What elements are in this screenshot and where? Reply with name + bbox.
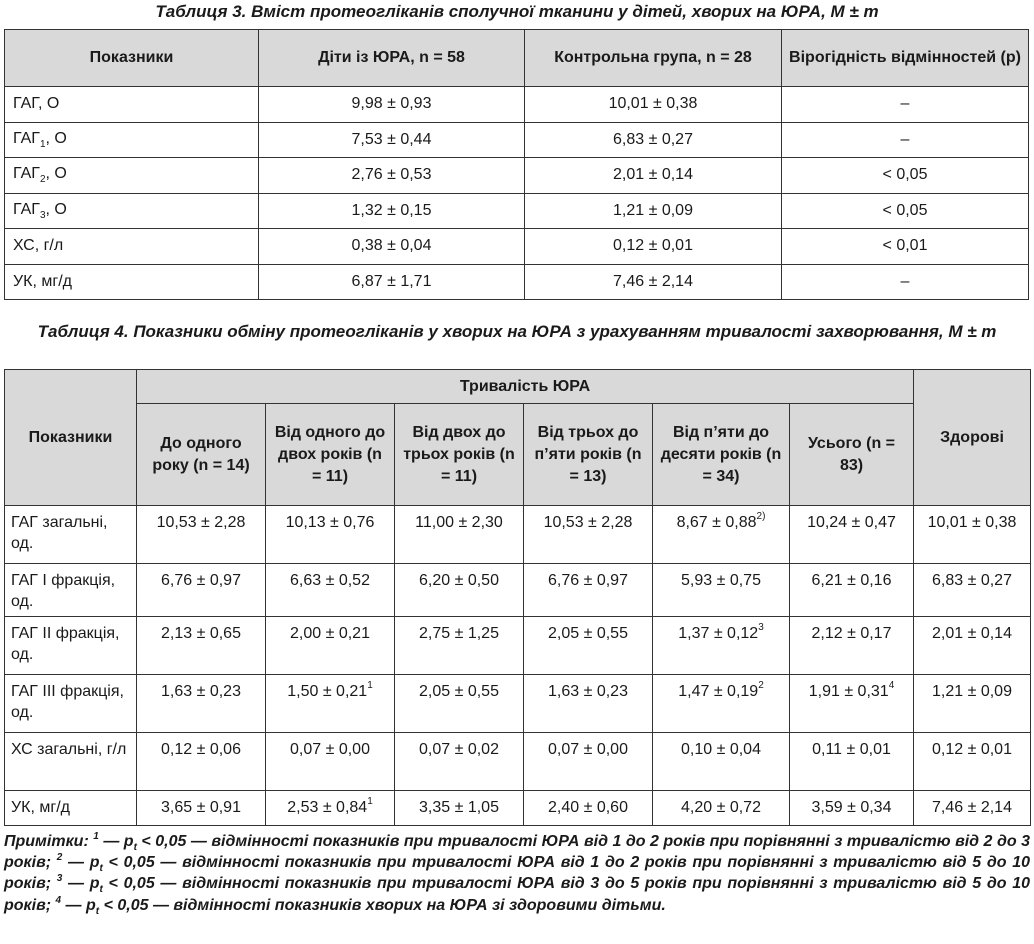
t3-cell-control: 6,83 ± 0,27: [525, 122, 782, 158]
t4-cell-value: 0,07 ± 0,00: [266, 733, 395, 791]
t4-row: [5, 675, 1031, 733]
note-text: < 0,05 — відмінності показників при тривалості ЮРА від 1 до 2 років при порівнянні з тривалістю від 5 до 10 років;: [4, 854, 1031, 893]
t3-cell-jra: 1,32 ± 0,15: [259, 193, 525, 229]
t4-subheader: Від одного до двох років (n = 11): [266, 404, 395, 506]
t3-cell-control: 7,46 ± 2,14: [525, 264, 782, 300]
t4-cell-value: 3,35 ± 1,05: [395, 791, 524, 826]
t4-cell-value: 6,63 ± 0,52: [266, 564, 395, 617]
t3-cell-jra: 9,98 ± 0,93: [259, 87, 525, 123]
t3-row: [5, 229, 1029, 265]
t4-cell-footnote-mark: 4: [888, 680, 895, 691]
table3: [4, 29, 1029, 300]
t4-cell-value: 3,65 ± 0,91: [137, 791, 266, 826]
t3-cell-control: 0,12 ± 0,01: [525, 229, 782, 265]
table4: [4, 369, 1031, 826]
t4-cell-value: 0,07 ± 0,02: [395, 733, 524, 791]
t3-cell-label: $ГАГ_2$, О: [5, 158, 259, 194]
note-text: < 0,05 — відмінності показників хворих на ЮРА зі здоровими дітьми.: [99, 896, 666, 914]
t4-row: [5, 733, 1031, 791]
t4-subheader: До одного року (n = 14): [137, 404, 266, 506]
t4-subheader: Усього (n = 83): [790, 404, 914, 506]
t4-cell-value: 5,93 ± 0,75: [653, 564, 790, 617]
t3-row: [5, 193, 1029, 229]
t3-label-subscript: 1: [39, 138, 46, 150]
note-text: < 0,05 — відмінності показників при тривалості ЮРА від 1 до 2 років при порівнянні з тривалістю від 2 до 3 років;: [4, 833, 1030, 872]
t4-cell-value: 10,53 ± 2,28: [524, 506, 653, 564]
t3-cell-control: 1,21 ± 0,09: [525, 193, 782, 229]
t4-cell-footnote-mark: 2: [758, 680, 764, 691]
t4-header-indicators: Показники: [5, 370, 137, 506]
t4-cell-value: 1,21 ± 0,09: [914, 675, 1031, 733]
t4-subheader: Від п’яти до десяти років (n = 34): [653, 404, 790, 506]
t4-cell-value: 2,05 ± 0,55: [524, 617, 653, 675]
t3-header-jra: Діти із ЮРА, n = 58: [259, 30, 525, 87]
t4-cell-value: 10,01 ± 0,38: [914, 506, 1031, 564]
t4-cell-value: 6,21 ± 0,16: [790, 564, 914, 617]
t4-cell-value: 2,40 ± 0,60: [524, 791, 653, 826]
t3-header-control: Контрольна група, n = 28: [525, 30, 782, 87]
note-pre: — p: [62, 854, 100, 872]
t4-row: [5, 506, 1031, 564]
note-mark: 4: [55, 894, 62, 906]
t4-cell-value: 3,59 ± 0,34: [790, 791, 914, 826]
note-subscript: t: [133, 842, 137, 854]
t4-cell-footnote-mark: 2): [756, 511, 766, 522]
t4-cell-value: 11,00 ± 2,30: [395, 506, 524, 564]
t4-cell-value: $1,50 \pm 0,21^1$: [266, 675, 395, 733]
t4-row: [5, 564, 1031, 617]
t4-cell-label: ГАГ II фракція, од.: [5, 617, 137, 675]
t4-cell-footnote-mark: 1: [367, 680, 373, 691]
t3-cell-jra: 2,76 ± 0,53: [259, 158, 525, 194]
note-mark: 2: [56, 852, 63, 864]
t3-cell-label: ХС, г/л: [5, 229, 259, 265]
t4-cell-value: 2,01 ± 0,14: [914, 617, 1031, 675]
t4-cell-value: 0,12 ± 0,06: [137, 733, 266, 791]
t3-row: [5, 87, 1029, 123]
t4-cell-value: 6,76 ± 0,97: [524, 564, 653, 617]
t4-cell-value: 2,00 ± 0,21: [266, 617, 395, 675]
t4-cell-value: 0,12 ± 0,01: [914, 733, 1031, 791]
t4-cell-value: 6,76 ± 0,97: [137, 564, 266, 617]
t3-cell-control: 2,01 ± 0,14: [525, 158, 782, 194]
t4-cell-value: 7,46 ± 2,14: [914, 791, 1031, 826]
t4-cell-value: 0,11 ± 0,01: [790, 733, 914, 791]
t4-cell-value: 2,12 ± 0,17: [790, 617, 914, 675]
t3-cell-control: 10,01 ± 0,38: [525, 87, 782, 123]
t4-cell-value: $1,91 \pm 0,31^4$: [790, 675, 914, 733]
t3-cell-p: –: [782, 264, 1029, 300]
t3-label-subscript: 3: [39, 209, 46, 221]
t3-cell-p: < 0,01: [782, 229, 1029, 265]
t3-cell-p: –: [782, 122, 1029, 158]
t4-cell-value: 10,13 ± 0,76: [266, 506, 395, 564]
t4-cell-value: 2,05 ± 0,55: [395, 675, 524, 733]
t4-cell-value: 6,83 ± 0,27: [914, 564, 1031, 617]
t4-cell-value: 10,24 ± 0,47: [790, 506, 914, 564]
t4-cell-value: 1,63 ± 0,23: [524, 675, 653, 733]
t3-cell-label: ГАГ, О: [5, 87, 259, 123]
note-subscript: t: [99, 884, 103, 896]
t3-cell-label: УК, мг/д: [5, 264, 259, 300]
t3-cell-jra: 7,53 ± 0,44: [259, 122, 525, 158]
t4-body: [5, 506, 1031, 826]
t4-cell-value: 10,53 ± 2,28: [137, 506, 266, 564]
t4-cell-value: $1,47 \pm 0,19^2$: [653, 675, 790, 733]
t4-cell-label: ГАГ I фракція, од.: [5, 564, 137, 617]
note-subscript: t: [99, 863, 103, 875]
note-pre: — p: [98, 833, 134, 850]
t3-body: [5, 87, 1029, 300]
t4-cell-value: 6,20 ± 0,50: [395, 564, 524, 617]
t4-cell-value: 0,10 ± 0,04: [653, 733, 790, 791]
t4-cell-value: $1,37 \pm 0,12^3$: [653, 617, 790, 675]
t3-row: [5, 264, 1029, 300]
t3-header-indicators: Показники: [5, 30, 259, 87]
t4-cell-label: ГАГ загальні, од.: [5, 506, 137, 564]
t4-header-healthy: Здорові: [914, 370, 1031, 506]
t4-cell-value: 4,20 ± 0,72: [653, 791, 790, 826]
t3-cell-jra: 0,38 ± 0,04: [259, 229, 525, 265]
note-pre: — p: [62, 875, 100, 893]
t3-row: [5, 122, 1029, 158]
t3-row: [5, 158, 1029, 194]
table4-caption: Таблиця 4. Показники обміну протеогліканів у хворих на ЮРА з урахуванням тривалості захворювання, M ± m: [37, 322, 997, 341]
t3-label-subscript: 2: [39, 174, 46, 186]
t4-cell-value: $8,67 \pm 0,88^{2)}$: [653, 506, 790, 564]
t3-cell-p: –: [782, 87, 1029, 123]
t4-cell-label: ГАГ III фракція, од.: [5, 675, 137, 733]
t4-cell-label: УК, мг/д: [5, 791, 137, 826]
t4-cell-value: 2,13 ± 0,65: [137, 617, 266, 675]
note-mark: 3: [56, 873, 63, 885]
table4-notes: [4, 832, 1030, 917]
t3-cell-label: $ГАГ_3$, О: [5, 193, 259, 229]
table3-caption: Таблиця 3. Вміст протеогліканів сполучної тканини у дітей, хворих на ЮРА, M ± m: [155, 2, 879, 21]
t4-cell-value: 0,07 ± 0,00: [524, 733, 653, 791]
t4-cell-value: 1,63 ± 0,23: [137, 675, 266, 733]
t4-row: [5, 791, 1031, 826]
t3-header-p: Вірогідність відмінностей (p): [782, 30, 1029, 87]
note-pre: — p: [61, 896, 96, 914]
t4-subheader: Від двох до трьох років (n = 11): [395, 404, 524, 506]
t4-cell-value: $2,53 \pm 0,84^1$: [266, 791, 395, 826]
t3-cell-jra: 6,87 ± 1,71: [259, 264, 525, 300]
t4-cell-footnote-mark: 3: [758, 622, 764, 633]
note-subscript: t: [95, 905, 100, 917]
note-text: < 0,05 — відмінності показників при тривалості ЮРА від 3 до 5 років при порівнянні з тривалістю від 5 до 10 років;: [4, 875, 1031, 914]
t4-cell-value: 2,75 ± 1,25: [395, 617, 524, 675]
t4-subheader: Від трьох до п’яти років (n = 13): [524, 404, 653, 506]
t4-cell-label: ХС загальні, г/л: [5, 733, 137, 791]
t4-header-duration: Тривалість ЮРА: [137, 370, 914, 404]
t3-cell-label: $ГАГ_1$, О: [5, 122, 259, 158]
t3-cell-p: < 0,05: [782, 193, 1029, 229]
t3-cell-p: < 0,05: [782, 158, 1029, 194]
t4-cell-footnote-mark: 1: [367, 796, 373, 807]
notes-lead: Примітки:: [4, 833, 94, 850]
t4-row: [5, 617, 1031, 675]
note-mark: 1: [93, 831, 99, 842]
